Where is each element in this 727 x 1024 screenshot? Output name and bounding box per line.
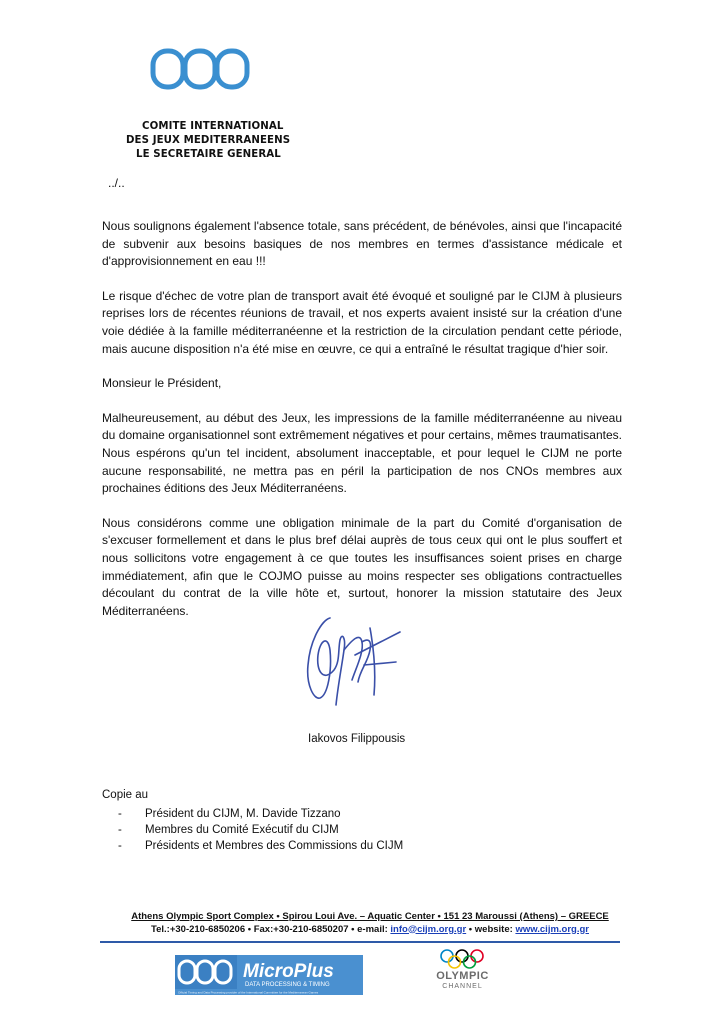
microplus-name: MicroPlus — [243, 961, 334, 982]
three-rings-logo-icon — [150, 45, 250, 95]
microplus-logo-icon — [175, 955, 363, 995]
olympic-rings-icon — [420, 948, 505, 970]
body-paragraph: Malheureusement, au début des Jeux, les impressions de la famille méditerranéenne au niveau du domaine organisationnel sont extrêmement négatives et pour certains, mêmes traumatisantes. Nous espérons qu'un tel incident, absolument inacceptable, et pour lequel le CIJM ne porte aucune responsabilité, ne mettra pas en péril la participation de nos CNOs membres aux prochaines éditions des Jeux Méditerranéens. — [102, 410, 622, 496]
website-link[interactable]: www.cijm.org.gr — [515, 923, 589, 935]
signature-icon — [300, 610, 410, 715]
footer-address — [100, 911, 640, 936]
olympic-word: OLYMPIC — [436, 970, 489, 982]
list-item — [118, 838, 403, 854]
footer-website-prefix: • website: — [466, 923, 516, 935]
microplus-tagline: DATA PROCESSING & TIMING — [245, 982, 330, 988]
continuation-mark: ../.. — [108, 176, 125, 190]
list-dash: - — [118, 808, 122, 820]
channel-word: CHANNEL — [442, 983, 483, 990]
salutation: Monsieur le Président, — [102, 376, 222, 391]
olympic-channel-logo — [420, 948, 505, 998]
logo-ring-left — [153, 51, 183, 87]
copy-title: Copie au — [102, 789, 149, 801]
copy-list — [118, 806, 403, 854]
letterhead-title — [126, 120, 296, 162]
copy-recipient: Président du CIJM, M. Davide Tizzano — [145, 808, 341, 820]
footer-divider — [100, 941, 620, 943]
email-link[interactable]: info@cijm.org.gr — [390, 923, 467, 935]
footer-contact-text: Tel.:+30-210-6850206 • Fax:+30-210-6850207 • e-mail: — [151, 923, 391, 935]
letter-body — [102, 218, 622, 637]
letterhead-line: COMITE INTERNATIONAL — [142, 121, 284, 132]
handwritten-signature — [300, 610, 410, 720]
cijm-logo — [150, 45, 250, 100]
microplus-logo — [175, 955, 363, 995]
footer-contact-line — [100, 924, 640, 937]
body-paragraph: Nous considérons comme une obligation minimale de la part du Comité d'organisation de s'excuser formellement et dans le plus bref délai auprès de tous ceux qui ont le plus souffert et nous sollicitons votre engagement à ce que toutes les insuffisances soient prises en charge immédiatement, afin que le COJMO puisse au moins respecter ses obligations contractuelles découlant du contrat de la ville hôte et, surtout, honorer la mission statutaire des Jeux Méditerranéens. — [102, 515, 622, 618]
list-dash: - — [118, 824, 122, 836]
footer-address-line: Athens Olympic Sport Complex • Spirou Loui Ave. – Aquatic Center • 151 23 Maroussi (Athens) – GREECE — [131, 911, 609, 922]
signatory-name: Iakovos Filippousis — [308, 733, 406, 745]
logo-ring-middle — [185, 51, 215, 87]
list-item — [118, 822, 403, 838]
copy-recipient: Présidents et Membres des Commissions du CIJM — [145, 840, 404, 852]
list-item — [118, 806, 403, 822]
body-paragraph: Nous soulignons également l'absence totale, sans précédent, de bénévoles, ainsi que l'incapacité de subvenir aux besoins basiques de nos membres en termes d'assistance médicale et d'approvisionnement en eau !!! — [102, 219, 622, 269]
logo-ring-right — [217, 51, 247, 87]
microplus-small-print: Official Timing and Data Processing provider of the International Committee for the Mediterranean Games — [178, 990, 319, 995]
body-paragraph: Le risque d'échec de votre plan de transport avait été évoqué et souligné par le CIJM à plusieurs reprises lors de récentes réunions de travail, et nos experts avaient insisté sur la création d'une voie dédiée à la famille méditerranéenne et la restriction de la circulation pendant cette période, mais aucune disposition n'a été mise en œuvre, ce qui a entraîné le résultat tragique d'hier soir. — [102, 288, 622, 356]
list-dash: - — [118, 840, 122, 852]
copy-recipient: Membres du Comité Exécutif du CIJM — [145, 824, 339, 836]
letterhead-line: DES JEUX MEDITERRANEENS — [126, 135, 291, 146]
letterhead-line: LE SECRETAIRE GENERAL — [136, 149, 281, 160]
